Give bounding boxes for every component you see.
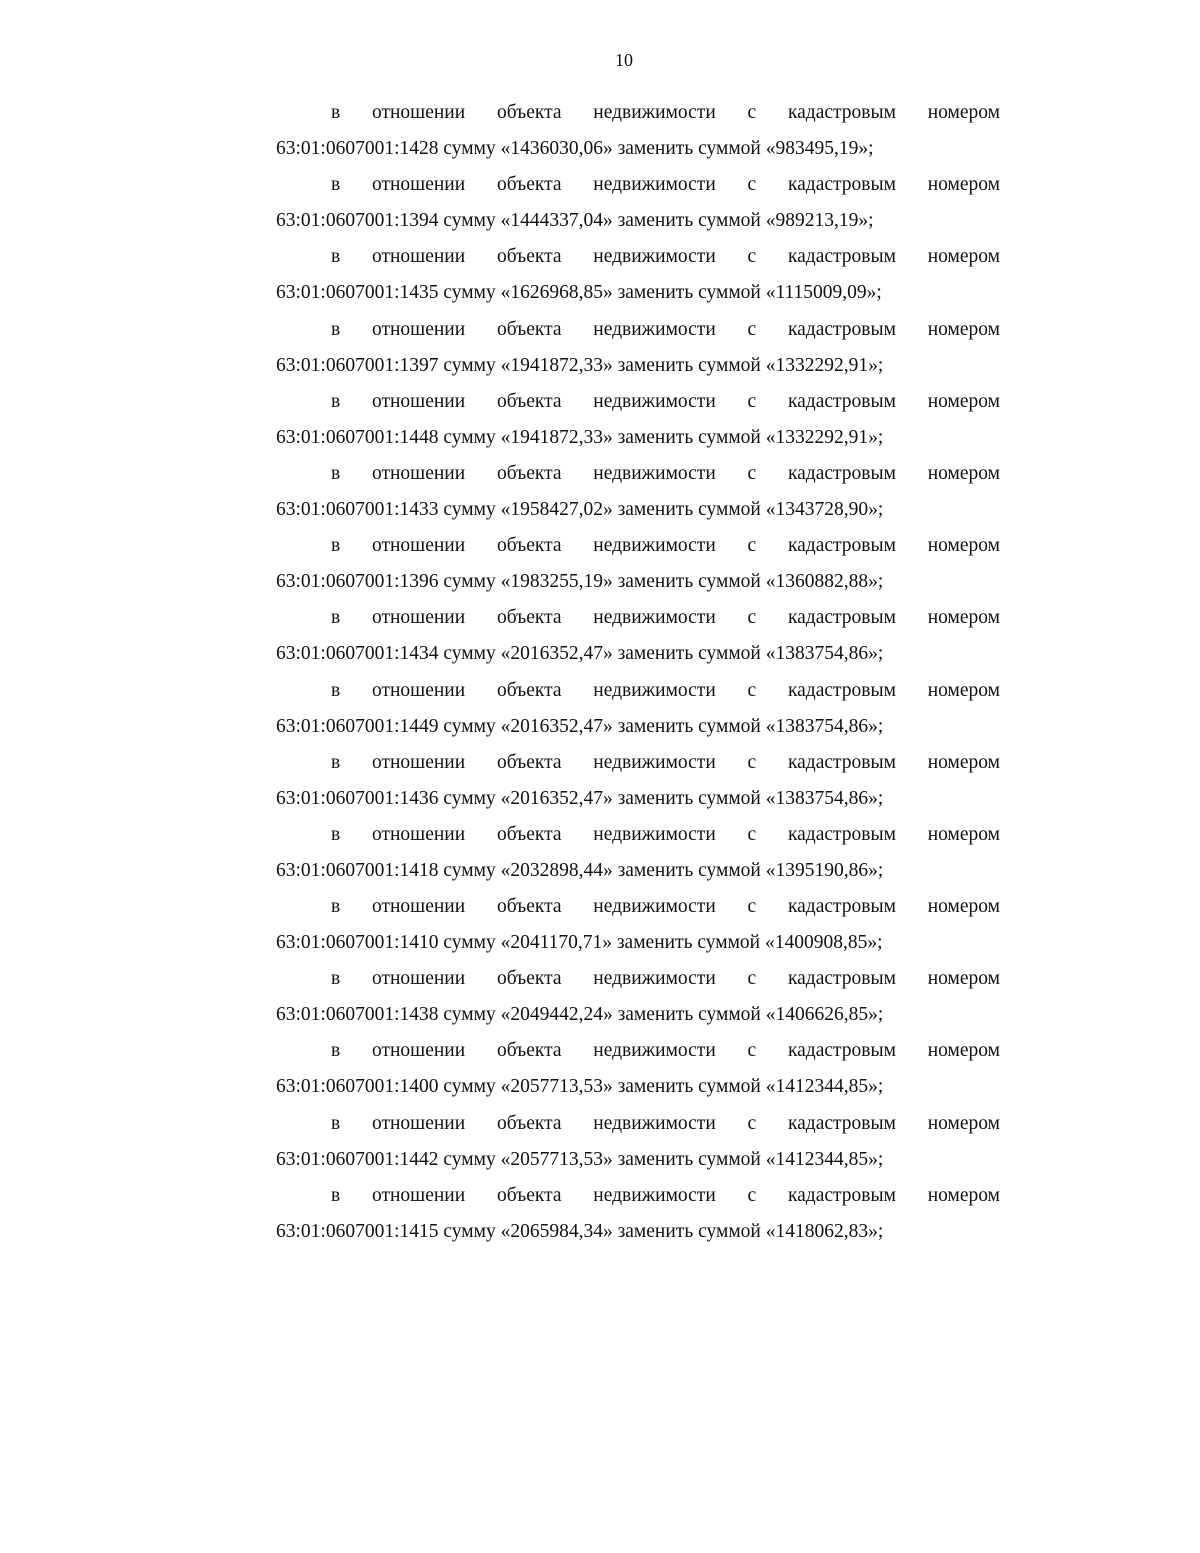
paragraph-first-line: [276, 312, 1000, 348]
intro-word: кадастровым: [787, 1184, 896, 1206]
intro-word: недвижимости: [593, 1040, 716, 1062]
paragraph-first-line: [276, 889, 1000, 925]
intro-word: недвижимости: [593, 246, 716, 268]
intro-word: с: [747, 535, 757, 557]
cadastral-amount-line: 63:01:0607001:1415 сумму «2065984,34» заменить суммой «1418062,83»;: [276, 1220, 884, 1242]
intro-word: номером: [927, 246, 1000, 268]
cadastral-amount-line: 63:01:0607001:1436 сумму «2016352,47» заменить суммой «1383754,86»;: [276, 787, 884, 809]
intro-word: объекта: [496, 1112, 562, 1134]
intro-word: в: [331, 896, 341, 918]
cadastral-amount-line: 63:01:0607001:1418 сумму «2032898,44» заменить суммой «1395190,86»;: [276, 859, 884, 881]
intro-word: отношении: [371, 751, 466, 773]
intro-word: с: [747, 1040, 757, 1062]
paragraph-first-line: [276, 600, 1000, 636]
cadastral-amount-line: 63:01:0607001:1434 сумму «2016352,47» заменить суммой «1383754,86»;: [276, 643, 884, 665]
paragraph-entry: [276, 239, 1000, 311]
paragraph-entry: [276, 889, 1000, 961]
paragraph-entry: [276, 528, 1000, 600]
intro-word: номером: [927, 390, 1000, 412]
intro-word: в: [331, 823, 341, 845]
intro-word: с: [747, 823, 757, 845]
cadastral-amount-line: 63:01:0607001:1397 сумму «1941872,33» заменить суммой «1332292,91»;: [276, 354, 884, 376]
intro-word: в: [331, 102, 341, 123]
paragraph-first-line: [276, 673, 1000, 709]
intro-word: недвижимости: [593, 1184, 716, 1206]
intro-word: недвижимости: [593, 174, 716, 196]
paragraph-first-line: [276, 384, 1000, 420]
cadastral-amount-line: 63:01:0607001:1433 сумму «1958427,02» заменить суммой «1343728,90»;: [276, 498, 884, 520]
intro-word: кадастровым: [787, 174, 896, 196]
intro-word: с: [747, 607, 757, 629]
intro-word: с: [747, 679, 757, 701]
paragraph-first-line: [276, 817, 1000, 853]
intro-word: отношении: [371, 318, 466, 340]
intro-word: отношении: [371, 679, 466, 701]
paragraph-entry: [276, 817, 1000, 889]
intro-word: номером: [927, 1040, 1000, 1062]
intro-word: отношении: [371, 462, 466, 484]
paragraph-entry: [276, 312, 1000, 384]
intro-word: в: [331, 751, 341, 773]
intro-word: объекта: [496, 896, 562, 918]
cadastral-amount-line: 63:01:0607001:1394 сумму «1444337,04» заменить суммой «989213,19»;: [276, 210, 874, 232]
intro-word: отношении: [371, 535, 466, 557]
intro-word: номером: [927, 896, 1000, 918]
intro-word: объекта: [496, 679, 562, 701]
intro-word: объекта: [496, 318, 562, 340]
intro-word: объекта: [496, 751, 562, 773]
cadastral-amount-line: 63:01:0607001:1448 сумму «1941872,33» заменить суммой «1332292,91»;: [276, 426, 884, 448]
page-number: 10: [615, 50, 633, 70]
intro-word: номером: [927, 751, 1000, 773]
intro-word: с: [747, 102, 757, 123]
paragraph-entry: [276, 384, 1000, 456]
intro-word: недвижимости: [593, 751, 716, 773]
intro-word: в: [331, 1184, 341, 1206]
intro-word: номером: [927, 318, 1000, 340]
intro-word: кадастровым: [787, 1040, 896, 1062]
cadastral-amount-line: 63:01:0607001:1400 сумму «2057713,53» заменить суммой «1412344,85»;: [276, 1076, 884, 1098]
document-body: [276, 95, 1000, 1250]
intro-word: кадастровым: [787, 679, 896, 701]
intro-word: отношении: [371, 1184, 466, 1206]
cadastral-amount-line: 63:01:0607001:1442 сумму «2057713,53» заменить суммой «1412344,85»;: [276, 1148, 884, 1170]
intro-word: кадастровым: [787, 246, 896, 268]
intro-word: в: [331, 246, 341, 268]
intro-word: с: [747, 390, 757, 412]
intro-word: отношении: [371, 968, 466, 990]
intro-word: отношении: [371, 823, 466, 845]
intro-word: объекта: [496, 174, 562, 196]
paragraph-first-line: [276, 961, 1000, 997]
intro-word: номером: [927, 1112, 1000, 1134]
intro-word: в: [331, 462, 341, 484]
paragraph-first-line: [276, 1033, 1000, 1069]
intro-word: объекта: [496, 968, 562, 990]
paragraph-entry: [276, 673, 1000, 745]
paragraph-entry: [276, 961, 1000, 1033]
intro-word: объекта: [496, 607, 562, 629]
paragraph-entry: [276, 1033, 1000, 1105]
paragraph-first-line: [276, 239, 1000, 275]
cadastral-amount-line: 63:01:0607001:1410 сумму «2041170,71» заменить суммой «1400908,85»;: [276, 932, 883, 954]
intro-word: кадастровым: [787, 607, 896, 629]
intro-word: номером: [927, 968, 1000, 990]
intro-word: номером: [927, 535, 1000, 557]
intro-word: отношении: [371, 390, 466, 412]
intro-word: с: [747, 751, 757, 773]
cadastral-amount-line: 63:01:0607001:1438 сумму «2049442,24» заменить суммой «1406626,85»;: [276, 1004, 884, 1026]
intro-word: номером: [927, 679, 1000, 701]
intro-word: отношении: [371, 896, 466, 918]
intro-word: с: [747, 246, 757, 268]
intro-word: кадастровым: [787, 896, 896, 918]
paragraph-first-line: [276, 456, 1000, 492]
intro-word: недвижимости: [593, 1112, 716, 1134]
intro-word: недвижимости: [593, 968, 716, 990]
paragraph-first-line: [276, 1178, 1000, 1214]
paragraph-first-line: [276, 745, 1000, 781]
intro-word: отношении: [371, 1112, 466, 1134]
intro-word: недвижимости: [593, 390, 716, 412]
paragraph-entry: [276, 95, 1000, 167]
intro-word: объекта: [496, 390, 562, 412]
paragraph-first-line: [276, 167, 1000, 203]
paragraph-entry: [276, 1106, 1000, 1178]
intro-word: с: [747, 318, 757, 340]
intro-word: недвижимости: [593, 318, 716, 340]
intro-word: в: [331, 174, 341, 196]
paragraph-entry: [276, 745, 1000, 817]
intro-word: отношении: [371, 174, 466, 196]
paragraph-entry: [276, 600, 1000, 672]
cadastral-amount-line: 63:01:0607001:1396 сумму «1983255,19» заменить суммой «1360882,88»;: [276, 571, 884, 593]
intro-word: номером: [927, 462, 1000, 484]
intro-word: отношении: [371, 102, 466, 123]
paragraph-first-line: [276, 1106, 1000, 1142]
paragraph-entry: [276, 456, 1000, 528]
paragraph-entry: [276, 1178, 1000, 1250]
intro-word: объекта: [496, 823, 562, 845]
intro-word: объекта: [496, 535, 562, 557]
cadastral-amount-line: 63:01:0607001:1428 сумму «1436030,06» заменить суммой «983495,19»;: [276, 138, 874, 159]
intro-word: в: [331, 679, 341, 701]
intro-word: объекта: [496, 1184, 562, 1206]
intro-word: с: [747, 174, 757, 196]
intro-word: недвижимости: [593, 462, 716, 484]
intro-word: в: [331, 607, 341, 629]
intro-word: кадастровым: [787, 968, 896, 990]
intro-word: кадастровым: [787, 462, 896, 484]
intro-word: недвижимости: [593, 896, 716, 918]
intro-word: в: [331, 318, 341, 340]
intro-word: объекта: [496, 1040, 562, 1062]
intro-word: недвижимости: [593, 607, 716, 629]
intro-word: с: [747, 1184, 757, 1206]
intro-word: номером: [927, 174, 1000, 196]
cadastral-amount-line: 63:01:0607001:1449 сумму «2016352,47» заменить суммой «1383754,86»;: [276, 715, 884, 737]
intro-word: кадастровым: [787, 102, 896, 123]
intro-word: недвижимости: [593, 535, 716, 557]
intro-word: номером: [927, 823, 1000, 845]
cadastral-amount-line: 63:01:0607001:1435 сумму «1626968,85» заменить суммой «1115009,09»;: [276, 282, 882, 304]
intro-word: в: [331, 1040, 341, 1062]
intro-word: объекта: [496, 246, 562, 268]
intro-word: недвижимости: [593, 102, 716, 123]
intro-word: в: [331, 390, 341, 412]
intro-word: кадастровым: [787, 318, 896, 340]
intro-word: недвижимости: [593, 679, 716, 701]
intro-word: номером: [927, 102, 1000, 123]
intro-word: отношении: [371, 246, 466, 268]
intro-word: кадастровым: [787, 390, 896, 412]
intro-word: с: [747, 896, 757, 918]
intro-word: в: [331, 1112, 341, 1134]
intro-word: кадастровым: [787, 751, 896, 773]
intro-word: с: [747, 462, 757, 484]
intro-word: в: [331, 968, 341, 990]
paragraph-first-line: [276, 95, 1000, 131]
intro-word: недвижимости: [593, 823, 716, 845]
intro-word: номером: [927, 607, 1000, 629]
intro-word: в: [331, 535, 341, 557]
intro-word: кадастровым: [787, 535, 896, 557]
paragraph-entry: [276, 167, 1000, 239]
intro-word: объекта: [496, 462, 562, 484]
intro-word: кадастровым: [787, 1112, 896, 1134]
intro-word: объекта: [496, 102, 562, 123]
intro-word: с: [747, 1112, 757, 1134]
intro-word: отношении: [371, 607, 466, 629]
intro-word: кадастровым: [787, 823, 896, 845]
intro-word: с: [747, 968, 757, 990]
intro-word: отношении: [371, 1040, 466, 1062]
paragraph-first-line: [276, 528, 1000, 564]
intro-word: номером: [927, 1184, 1000, 1206]
